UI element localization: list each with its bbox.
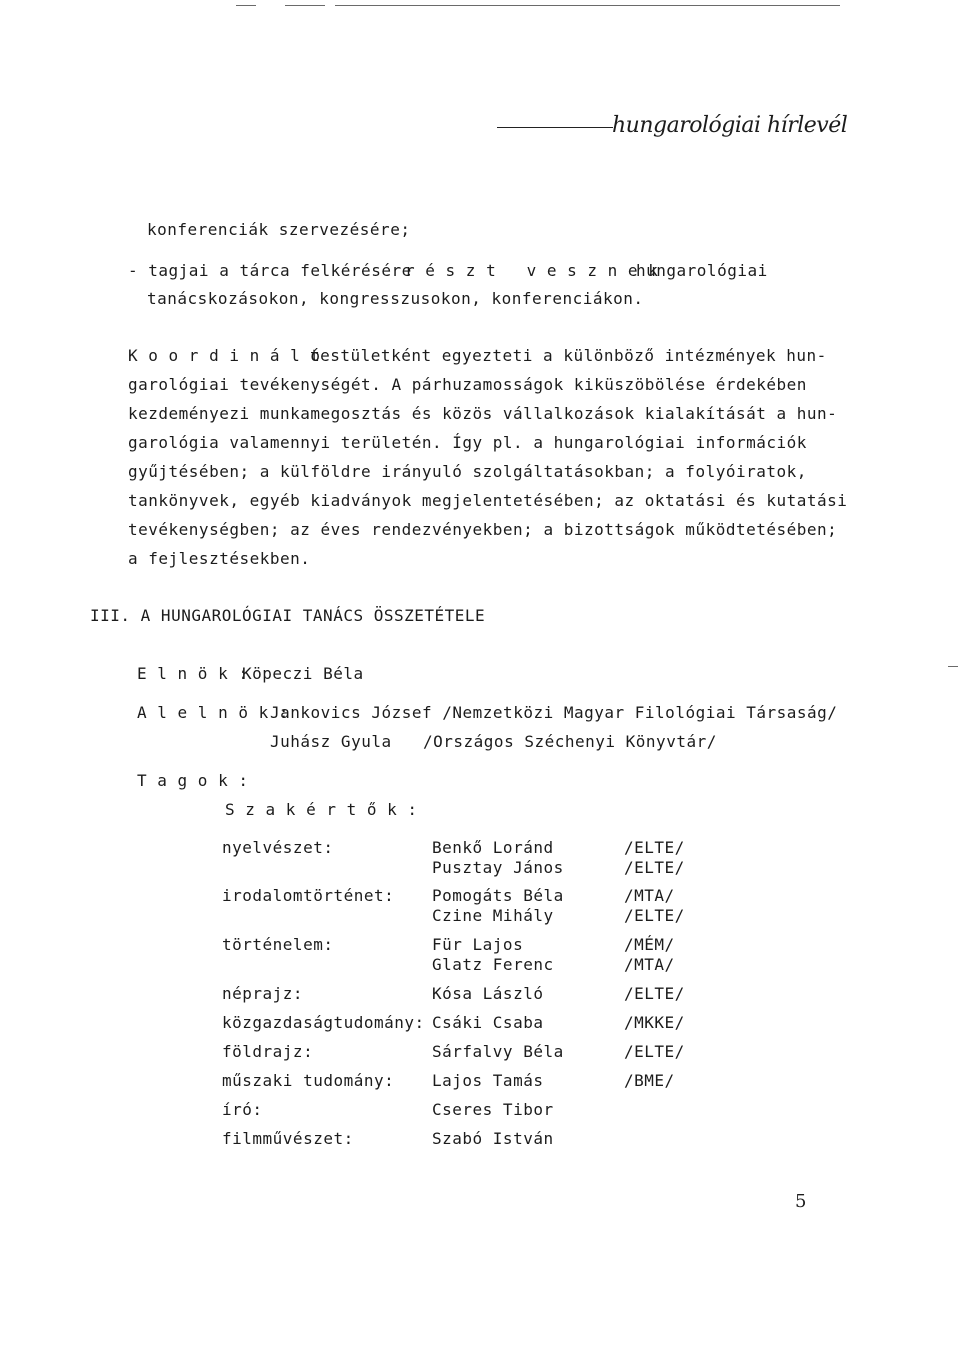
expert-field: filmművészet: [222, 1129, 354, 1148]
elnok-name: Köpeczi Béla [242, 664, 364, 683]
expert-field: néprajz: [222, 984, 304, 1003]
paragraph-line: - tagjai a tárca felkérésére [128, 261, 412, 280]
expert-name: Kósa László [432, 984, 544, 1003]
scan-artifact-line [335, 5, 840, 6]
paragraph-line: garológiai tevékenységét. A párhuzamosságok kiküszöbölése érdekében [128, 375, 807, 394]
expert-name: Pomogáts Béla [432, 886, 564, 905]
expert-org: /ELTE/ [624, 984, 685, 1003]
expert-org: /BME/ [624, 1071, 675, 1090]
expert-name: Csáki Csaba [432, 1013, 544, 1032]
elnok-label: E l n ö k : [137, 664, 249, 683]
expert-name: Szabó István [432, 1129, 554, 1148]
paragraph-line: gyűjtésében; a külföldre irányuló szolgáltatásokban; a folyóiratok, [128, 462, 807, 481]
expert-org: /ELTE/ [624, 906, 685, 925]
expert-name: Lajos Tamás [432, 1071, 544, 1090]
expert-name: Benkő Loránd [432, 838, 554, 857]
expert-org: /MTA/ [624, 886, 675, 905]
expert-org: /ELTE/ [624, 1042, 685, 1061]
scan-artifact-mark [948, 666, 958, 667]
paragraph-line: tanácskozásokon, kongresszusokon, konferenciákon. [147, 289, 644, 308]
paragraph-line: tevékenységben; az éves rendezvényekben; a bizottságok működtetésében; [128, 520, 838, 539]
page-number: 5 [795, 1191, 807, 1212]
expert-org: /ELTE/ [624, 858, 685, 877]
scan-artifact-line [285, 5, 325, 6]
running-header-title: hungarológiai hírlevél [612, 113, 848, 138]
szakertok-label: S z a k é r t ő k : [225, 800, 418, 819]
expert-field: műszaki tudomány: [222, 1071, 395, 1090]
paragraph-line: testületként egyezteti a különböző intézmények hun- [310, 346, 827, 365]
paragraph-line: tankönyvek, egyéb kiadványok megjelentetésében; az oktatási és kutatási [128, 491, 848, 510]
expert-name: Für Lajos [432, 935, 524, 954]
spaced-emphasis: r é s z t v e s z n e k [405, 261, 659, 280]
expert-field: közgazdaságtudomány: [222, 1013, 425, 1032]
alelnok-label: A l e l n ö k : [137, 703, 289, 722]
paragraph-line: konferenciák szervezésére; [147, 220, 411, 239]
header-rule [497, 127, 613, 128]
expert-org: /MÉM/ [624, 935, 675, 954]
expert-field: földrajz: [222, 1042, 314, 1061]
spaced-emphasis: K o o r d i n á l ó [128, 346, 321, 365]
paragraph-line: kezdeményezi munkamegosztás és közös vállalkozások kialakítását a hun- [128, 404, 838, 423]
tagok-label: T a g o k : [137, 771, 249, 790]
expert-org: /MKKE/ [624, 1013, 685, 1032]
expert-name: Glatz Ferenc [432, 955, 554, 974]
paragraph-line: a fejlesztésekben. [128, 549, 311, 568]
alelnok-org: /Országos Széchenyi Könyvtár/ [423, 732, 717, 751]
paragraph-line: garológia valamennyi területén. Így pl. a hungarológiai információk [128, 433, 807, 452]
section-heading: III. A HUNGAROLÓGIAI TANÁCS ÖSSZETÉTELE [90, 606, 486, 625]
expert-name: Cseres Tibor [432, 1100, 554, 1119]
expert-field: irodalomtörténet: [222, 886, 395, 905]
paragraph-line: hungarológiai [636, 261, 768, 280]
expert-name: Sárfalvy Béla [432, 1042, 564, 1061]
alelnok-name: Juhász Gyula [270, 732, 392, 751]
expert-org: /ELTE/ [624, 838, 685, 857]
expert-org: /MTA/ [624, 955, 675, 974]
expert-field: író: [222, 1100, 263, 1119]
expert-name: Pusztay János [432, 858, 564, 877]
expert-field: történelem: [222, 935, 334, 954]
expert-field: nyelvészet: [222, 838, 334, 857]
alelnok-entry: Jankovics József /Nemzetközi Magyar Filológiai Társaság/ [270, 703, 838, 722]
scan-artifact-line [236, 5, 256, 6]
expert-name: Czine Mihály [432, 906, 554, 925]
